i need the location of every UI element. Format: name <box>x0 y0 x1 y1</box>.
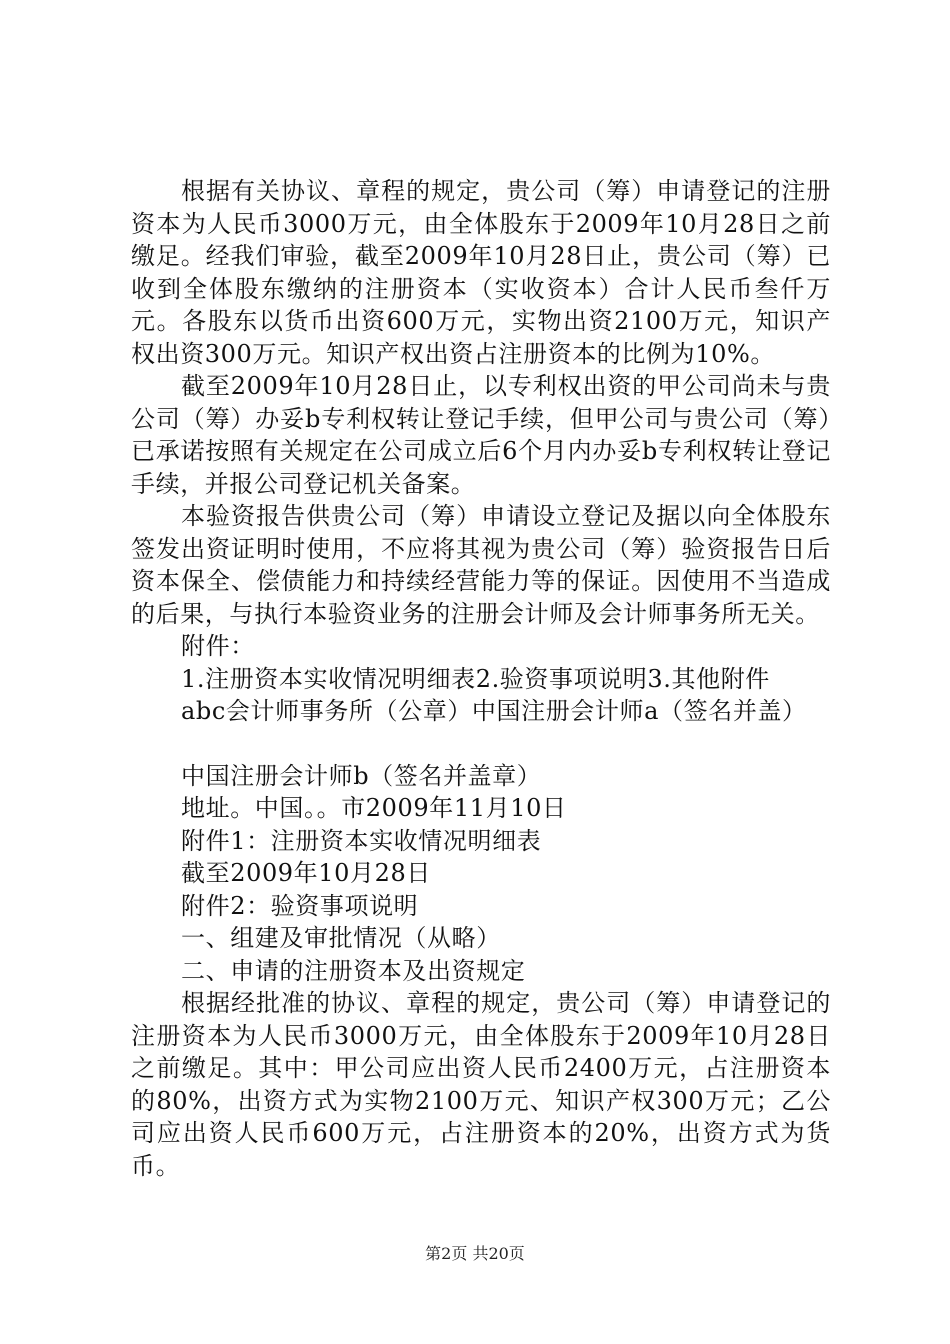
signature-firm-line: abc会计师事务所（公章）中国注册会计师a（签名并盖） <box>181 697 807 725</box>
signature-accountant-b: 中国注册会计师b（签名并盖章） <box>181 761 542 790</box>
paragraph-capital-contribution: 根据经批准的协议、章程的规定，贵公司（筹）申请登记的注册资本为人民币3000万元，由全体股东于2009年10月28日之前缴足。其中：甲公司应出资人民币2400万元，占注册资本的80%，出资方式为实物2100万元、知识产权300万元；乙公司应出资人民币600万元，占注册资本的20%，出资方式为货币。 <box>131 989 831 1180</box>
blank-line <box>131 728 831 760</box>
attachments-heading: 附件： <box>181 632 255 660</box>
document-body <box>131 175 831 1182</box>
address-date-line: 地址。中国。。市2009年11月10日 <box>181 794 567 822</box>
attachment-1-title: 附件1：注册资本实收情况明细表 <box>181 826 542 855</box>
paragraph-patent-transfer: 截至2009年10月28日止，以专利权出资的甲公司尚未与贵公司（筹）办妥b专利权转让登记手续，但甲公司与贵公司（筹）已承诺按照有关规定在公司成立后6个月内办妥b专利权转让登记手续，并报公司登记机关备案。 <box>131 372 831 498</box>
section-2-heading: 二、申请的注册资本及出资规定 <box>181 956 526 985</box>
page-number-footer: 第2页 共20页 <box>425 1244 525 1263</box>
paragraph-report-usage: 本验资报告供贵公司（筹）申请设立登记及据以向全体股东签发出资证明时使用，不应将其视为贵公司（筹）验资报告日后资本保全、偿债能力和持续经营能力等的保证。因使用不当造成的后果，与执行本验资业务的注册会计师及会计师事务所无关。 <box>131 502 831 628</box>
section-1-heading: 一、组建及审批情况（从略） <box>181 924 501 952</box>
attachments-list: 1.注册资本实收情况明细表2.验资事项说明3.其他附件 <box>181 664 770 693</box>
attachment-1-date: 截至2009年10月28日 <box>181 859 431 887</box>
attachment-2-title: 附件2：验资事项说明 <box>181 891 419 920</box>
paragraph-registered-capital: 根据有关协议、章程的规定，贵公司（筹）申请登记的注册资本为人民币3000万元，由全体股东于2009年10月28日之前缴足。经我们审验，截至2009年10月28日止，贵公司（筹）已收到全体股东缴纳的注册资本（实收资本）合计人民币叁仟万元。各股东以货币出资600万元，实物出资2100万元，知识产权出资300万元。知识产权出资占注册资本的比例为10%。 <box>131 177 831 368</box>
